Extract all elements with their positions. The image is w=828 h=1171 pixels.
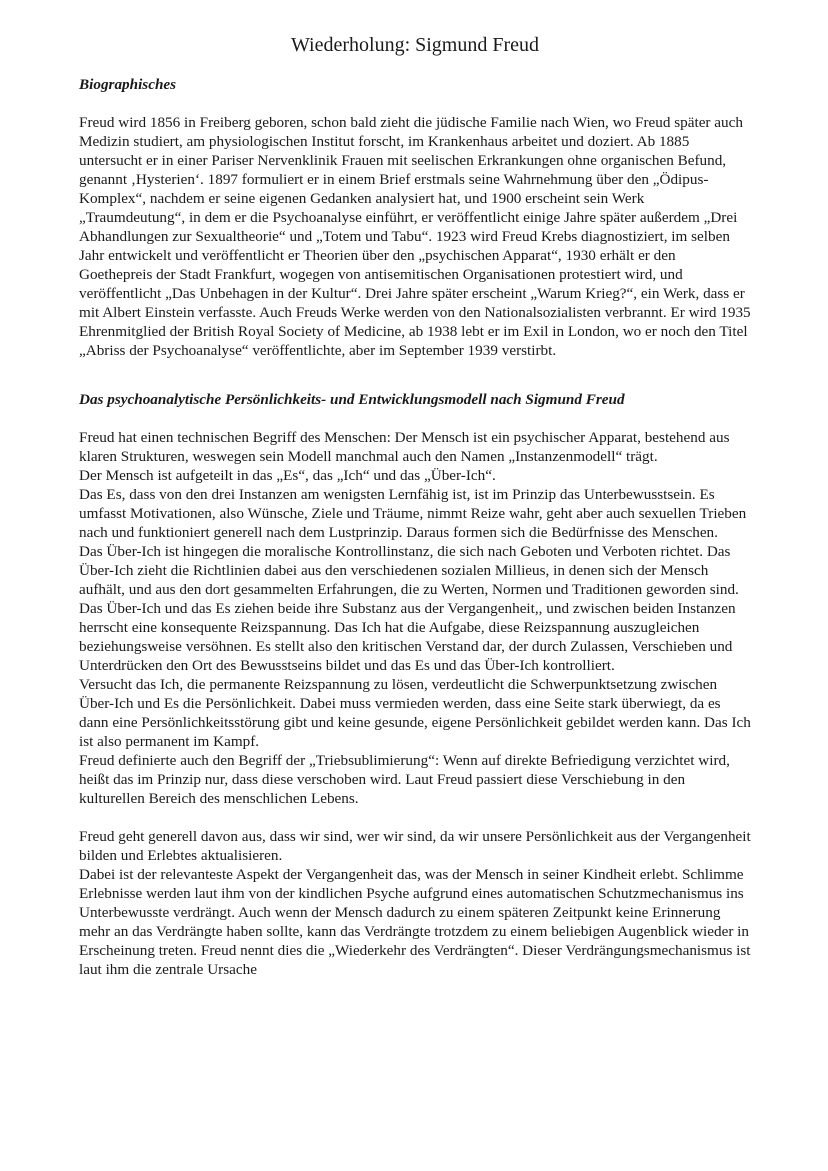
biography-paragraph: Freud wird 1856 in Freiberg geboren, schon bald zieht die jüdische Familie nach Wien, wo Freud später auch Medizin studiert, am physiologischen Institut forscht, im Krankenhaus arbeitet und doziert. Ab 1885 untersucht er in einer Pariser Nervenklinik Frauen mit seelischen Erkrankungen ohne organischen Befund, genannt ‚Hysterien‘. 1897 formuliert er in einem Brief erstmals seine Wahrnehmung über den „Ödipus-Komplex“, nachdem er seine eigenen Gedanken analysiert hat, und 1900 erscheint sein Werk „Traumdeutung“, in dem er die Psychoanalyse einführt, er veröffentlicht einige Jahre später außerdem „Drei Abhandlungen zur Sexualtheorie“ und „Totem und Tabu“. 1923 wird Freud Krebs diagnostiziert, im selben Jahr entwickelt und veröffentlicht er Theorien über den „psychischen Apparat“, 1930 erhält er den Goethepreis der Stadt Frankfurt, wogegen von antisemitischen Organisationen protestiert wird, und veröffentlicht „Das Unbehagen in der Kultur“. Drei Jahre später erscheint „Warum Krieg?“, ein Werk, dass er mit Albert Einstein verfasste. Auch Freuds Werke werden von den Nationalsozialisten verbrannt. Er wird 1935 Ehrenmitglied der British Royal Society of Medicine, ab 1938 lebt er im Exil in London, wo er noch den Titel „Abriss der Psychoanalyse“ veröffentlichte, aber im September 1939 verstirbt.	[79, 114, 751, 359]
document-page	[79, 0, 751, 979]
model-paragraph-ich: Das Über-Ich und das Es ziehen beide ihre Substanz aus der Vergangenheit,, und zwischen beiden Instanzen herrscht eine konsequente Reizspannung. Das Ich hat die Aufgabe, diese Reizspannung auszugleichen beziehungsweise versöhnen. Es stellt also den kritischen Verstand dar, der durch Zulassen, Verschieben und Unterdrücken den Ort des Bewusstseins bildet und das Es und das Über-Ich kontrolliert.	[79, 600, 736, 674]
model-paragraph-intro: Freud hat einen technischen Begriff des Menschen: Der Mensch ist ein psychischer Apparat, bestehend aus klaren Strukturen, weswegen sein Modell manchmal auch den Namen „Instanzenmodell“ trägt.	[79, 429, 730, 465]
section-heading-model: Das psychoanalytische Persönlichkeits- und Entwicklungsmodell nach Sigmund Freud	[79, 391, 625, 408]
model-paragraph-es: Das Es, dass von den drei Instanzen am wenigsten Lernfähig ist, ist im Prinzip das Unterbewusstsein. Es umfasst Motivationen, also Wünsche, Ziele und Träume, nimmt Reize wahr, geht aber auch sexuellen Trieben nach und funktioniert generell nach dem Lustprinzip. Daraus formen sich die Bedürfnisse des Menschen.	[79, 486, 747, 541]
model-paragraph-instances: Der Mensch ist aufgeteilt in das „Es“, das „Ich“ und das „Über-Ich“.	[79, 467, 496, 484]
model-paragraph-personality: Versucht das Ich, die permanente Reizspannung zu lösen, verdeutlicht die Schwerpunktsetzung zwischen Über-Ich und Es die Persönlichkeit. Dabei muss vermieden werden, dass eine Seite stark überwiegt, da es dann eine Persönlichkeitsstörung gibt und keine gesunde, eigene Persönlichkeit gebildet werden kann. Das Ich ist also permanent im Kampf.	[79, 676, 751, 750]
model-paragraph-past: Freud geht generell davon aus, dass wir sind, wer wir sind, da wir unsere Persönlichkeit aus der Vergangenheit bilden und Erlebtes aktualisieren.	[79, 828, 751, 864]
model-paragraph-repression: Dabei ist der relevanteste Aspekt der Vergangenheit das, was der Mensch in seiner Kindheit erlebt. Schlimme Erlebnisse werden laut ihm von der kindlichen Psyche aufgrund eines automatischen Schutzmechanismus ins Unterbewusste verdrängt. Auch wenn der Mensch dadurch zu einem späteren Zeitpunkt keine Erinnerung mehr an das Verdrängte haben sollte, kann das Verdrängte trotzdem zu einem beliebigen Augenblick wieder in Erscheinung treten. Freud nennt dies die „Wiederkehr des Verdrängten“. Dieser Verdrängungsmechanismus ist laut ihm die zentrale Ursache	[79, 866, 751, 978]
model-paragraph-sublimation: Freud definierte auch den Begriff der „Triebsublimierung“: Wenn auf direkte Befriedigung verzichtet wird, heißt das im Prinzip nur, dass diese verschoben wird. Laut Freud passiert diese Verschiebung in den kulturellen Bereich des menschlichen Lebens.	[79, 752, 730, 807]
model-paragraph-ueber-ich: Das Über-Ich ist hingegen die moralische Kontrollinstanz, die sich nach Geboten und Verboten richtet. Das Über-Ich zieht die Richtlinien dabei aus den verschiedenen sozialen Millieus, in denen sich der Mensch aufhält, und aus den dort gesammelten Erfahrungen, die zu Werten, Normen und Traditionen geworden sind.	[79, 543, 739, 598]
page-title: Wiederholung: Sigmund Freud	[290, 34, 540, 56]
section-heading-biography: Biographisches	[79, 76, 177, 93]
